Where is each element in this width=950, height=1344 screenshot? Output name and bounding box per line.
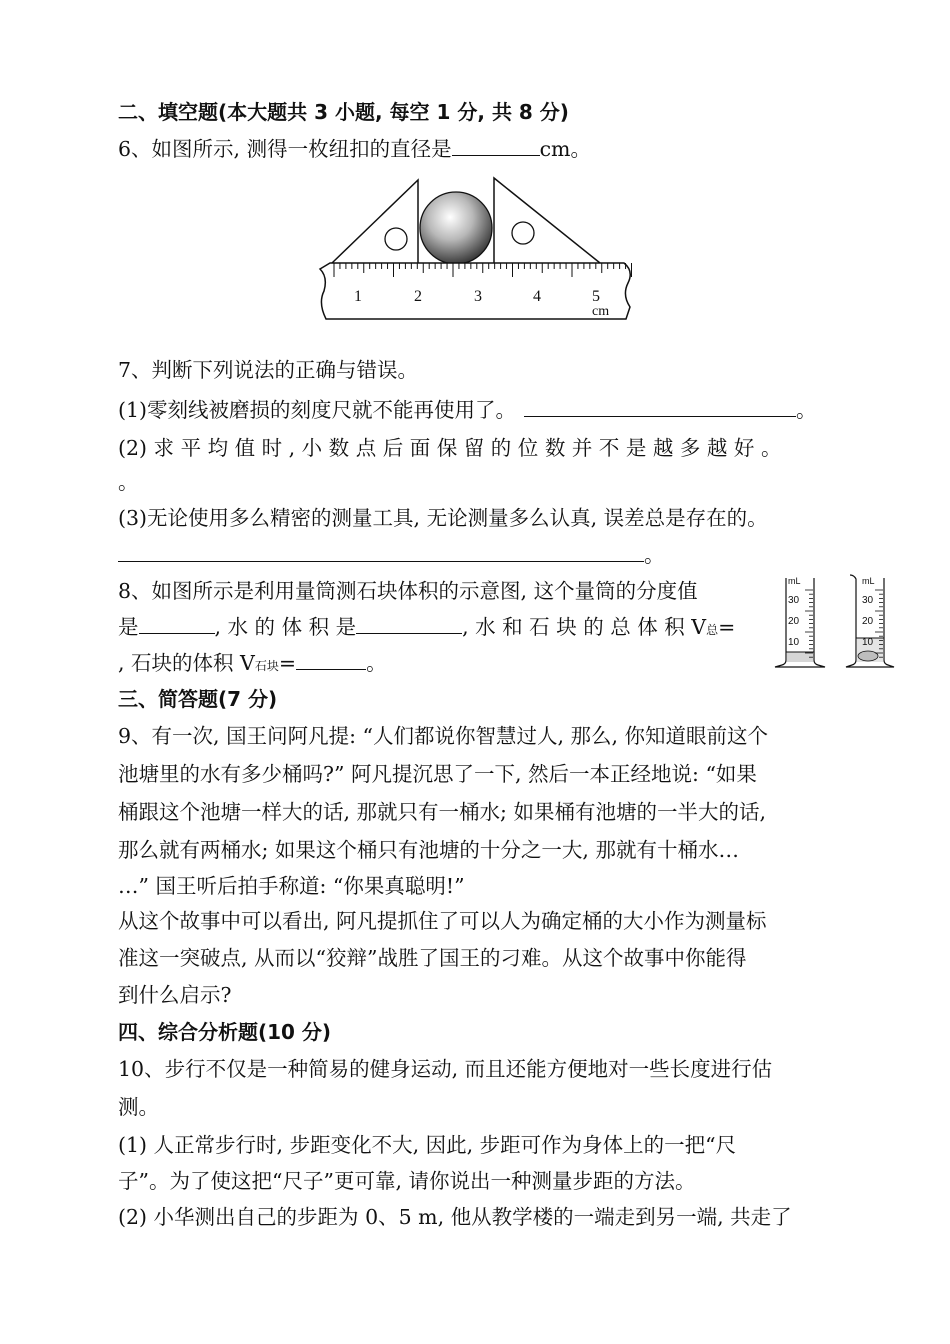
question-7-item-1-end: 。	[796, 398, 817, 422]
question-6-text: 6、如图所示, 测得一枚纽扣的直径是	[118, 137, 452, 161]
ruler-label-2: 2	[414, 288, 422, 305]
button-sphere	[420, 192, 492, 264]
question-9-line: 9、有一次, 国王问阿凡提: “人们都说你智慧过人, 那么, 你知道眼前这个	[118, 724, 769, 748]
left-set-square	[332, 180, 418, 263]
question-7-item-3-answer	[118, 540, 665, 570]
question-10-line: (1) 人正常步行时, 步距变化不大, 因此, 步距可作为身体上的一把“尺	[118, 1133, 737, 1157]
question-7-item-3: (3)无论使用多么精密的测量工具, 无论测量多么认真, 误差总是存在的。	[118, 506, 768, 530]
stone	[858, 651, 878, 661]
question-8-line-2	[118, 612, 735, 645]
question-7-item-2-cont: 。	[118, 470, 139, 494]
right-triangle-hole	[512, 222, 534, 244]
cylinder-1-tick-30: 30	[788, 595, 800, 606]
cylinder-1	[775, 576, 825, 667]
cylinder-2-tick-10: 10	[862, 637, 874, 648]
question-10-line: 测。	[118, 1095, 159, 1119]
q8-text-e: , 石块的体积 V	[118, 651, 255, 675]
question-9-line: 桶跟这个池塘一样大的话, 那就只有一桶水; 如果桶有池塘的一半大的话,	[118, 800, 766, 824]
question-7-item-1	[118, 395, 817, 425]
q8-text-d: =	[718, 615, 736, 639]
graduated-cylinders-figure	[770, 570, 900, 675]
cylinder-2-tick-20: 20	[862, 616, 874, 627]
cylinder-1-unit: mL	[788, 576, 801, 586]
ruler-label-4: 4	[533, 288, 541, 305]
question-7-item-1-text: (1)零刻线被磨损的刻度尺就不能再使用了。	[118, 398, 517, 422]
question-9-line: …” 国王听后拍手称道: “你果真聪明!”	[118, 874, 465, 898]
question-9-line: 池塘里的水有多少桶吗?” 阿凡提沉思了一下, 然后一本正经地说: “如果	[118, 762, 757, 786]
question-8-line-3	[118, 648, 387, 681]
question-7-title: 7、判断下列说法的正确与错误。	[118, 358, 419, 382]
q8-text-b: , 水 的 体 积 是	[214, 615, 357, 639]
ruler-label-3: 3	[474, 288, 482, 305]
q8-text-a: 是	[118, 615, 139, 639]
ruler-label-1: 1	[354, 288, 362, 305]
ruler-label-5: 5	[592, 288, 600, 305]
question-10-line: (2) 小华测出自己的步距为 0、5 m, 他从教学楼的一端走到另一端, 共走了	[118, 1205, 792, 1229]
q8-stone-subscript: 石块	[254, 659, 279, 673]
question-9-line: 从这个故事中可以看出, 阿凡提抓住了可以人为确定桶的大小作为测量标	[118, 909, 767, 933]
ruler-unit-label: cm	[592, 304, 610, 319]
cylinder-2-unit: mL	[862, 576, 875, 586]
question-6	[118, 134, 591, 164]
question-7-item-1-blank[interactable]	[524, 396, 796, 417]
question-6-unit: cm。	[539, 137, 591, 161]
ruler-button-figure	[310, 173, 640, 323]
question-10-line: 10、步行不仅是一种简易的健身运动, 而且还能方便地对一些长度进行估	[118, 1057, 773, 1081]
q8-total-subscript: 总	[706, 623, 719, 637]
cylinder-2	[846, 575, 894, 667]
right-set-square	[494, 178, 600, 263]
question-7-item-3-blank[interactable]	[118, 541, 644, 562]
question-8-line-1: 8、如图所示是利用量筒测石块体积的示意图, 这个量筒的分度值	[118, 579, 698, 603]
q8-water-volume-blank[interactable]	[356, 613, 462, 634]
question-6-answer-blank[interactable]	[452, 135, 540, 156]
section-4-heading: 四、综合分析题(10 分)	[118, 1020, 332, 1044]
section-2-heading: 二、填空题(本大题共 3 小题, 每空 1 分, 共 8 分)	[118, 100, 569, 124]
q8-text-c: , 水 和 石 块 的 总 体 积 V	[462, 615, 707, 639]
question-10-line: 子”。为了使这把“尺子”更可靠, 请你说出一种测量步距的方法。	[118, 1169, 696, 1193]
question-9-line: 到什么启示?	[118, 983, 232, 1007]
q8-text-g: 。	[366, 651, 387, 675]
question-7-item-3-end: 。	[644, 543, 665, 567]
question-7-item-2: (2) 求 平 均 值 时 , 小 数 点 后 面 保 留 的 位 数 并 不 是 越 多 越 好 。	[118, 436, 782, 460]
cylinder-2-tick-30: 30	[862, 595, 874, 606]
question-9-line: 准这一突破点, 从而以“狡辩”战胜了国王的刁难。从这个故事中你能得	[118, 946, 747, 970]
q8-stone-volume-blank[interactable]	[296, 649, 366, 670]
left-triangle-hole	[385, 228, 407, 250]
q8-text-f: =	[278, 651, 297, 675]
cylinder-1-tick-20: 20	[788, 616, 800, 627]
cylinder-1-tick-10: 10	[788, 637, 800, 648]
section-3-heading: 三、简答题(7 分)	[118, 687, 278, 711]
question-9-line: 那么就有两桶水; 如果这个桶只有池塘的十分之一大, 那就有十桶水…	[118, 838, 739, 862]
q8-division-value-blank[interactable]	[139, 613, 215, 634]
